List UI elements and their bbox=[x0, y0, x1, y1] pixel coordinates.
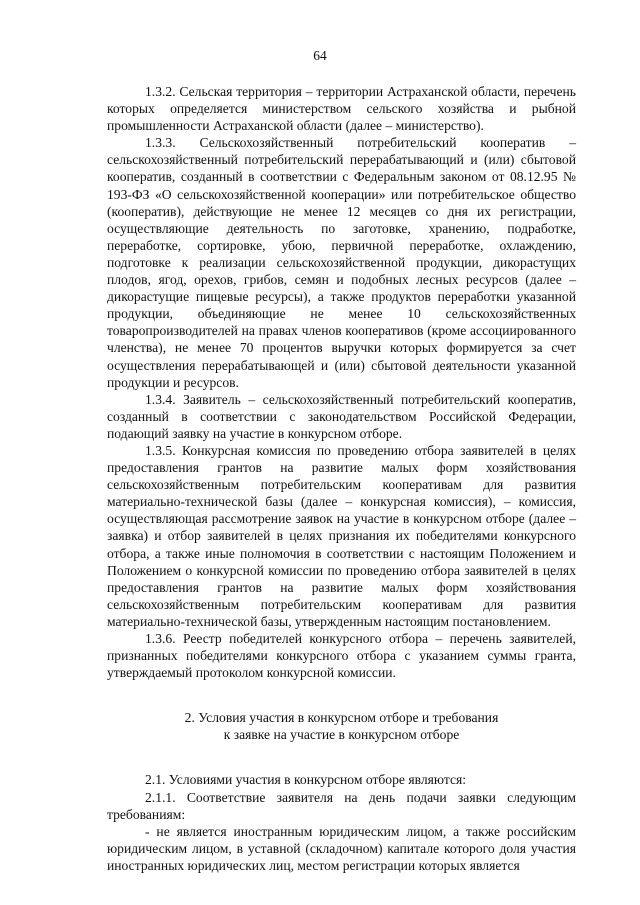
section-heading-line-2: к заявке на участие в конкурсном отборе bbox=[223, 727, 460, 743]
paragraph-2-1-1: 2.1.1. Соответствие заявителя на день подачи заявки следующим требованиям: bbox=[107, 789, 576, 822]
paragraph-1-3-6: 1.3.6. Реестр победителей конкурсного отбора – перечень заявителей, признанных победителями конкурсного отбора с указанием суммы гранта, утверждаемый протоколом конкурсной комиссии. bbox=[107, 631, 576, 681]
paragraph-1-3-4: 1.3.4. Заявитель – сельскохозяйственный потребительский кооператив, созданный в соответствии с законодательством Российской Федерации, подающий заявку на участие в конкурсном отборе. bbox=[107, 391, 576, 441]
page-number: 64 bbox=[313, 48, 327, 63]
paragraph-requirement-1: - не является иностранным юридическим лицом, а также российским юридическим лицом, в уставной (складочном) капитале которого доля участия иностранных юридических лиц, местом регистрации которых является bbox=[107, 823, 576, 873]
section-heading bbox=[107, 709, 576, 743]
paragraph-1-3-3: 1.3.3. Сельскохозяйственный потребительский кооператив – сельскохозяйственный потребительский перерабатывающий и (или) сбытовой кооператив, созданный в соответствии с Федеральным законом от 08.12.95 № 193-ФЗ «О сельскохозяйственной кооперации» или потребительское общество (кооператив), действующие не менее 12 месяцев со дня их регистрации, осуществляющие деятельность по заготовке, хранению, подработке, переработке, сортировке, убою, первичной переработке, охлаждению, подготовке к реализации сельскохозяйственной продукции, дикорастущих плодов, ягод, орехов, грибов, семян и подобных лесных ресурсов (далее – дикорастущие пищевые ресурсы), а также продуктов переработки указанной продукции, объединяющие не менее 10 сельскохозяйственных товаропроизводителей на правах членов кооперативов (кроме ассоциированного членства), не менее 70 процентов выручки которых формируется за счет осуществления перерабатывающей и (или) сбытовой деятельности указанной продукции и ресурсов. bbox=[107, 135, 576, 390]
document-body bbox=[107, 83, 576, 874]
paragraph-1-3-5: 1.3.5. Конкурсная комиссия по проведению отбора заявителей в целях предоставления грантов на развитие малых форм хозяйствования сельскохозяйственным потребительским кооперативам для развития материально-технической базы (далее – конкурсная комиссия), – комиссия, осуществляющая рассмотрение заявок на участие в конкурсном отборе (далее – заявка) и отбор заявителей в целях признания их победителями конкурсного отбора, а также иные полномочия в соответствии с настоящим Положением и Положением о конкурсной комиссии по проведению отбора заявителей в целях предоставления грантов на развитие малых форм хозяйствования сельскохозяйственным потребительским кооперативам для развития материально-технической базы, утвержденным настоящим постановлением. bbox=[107, 442, 576, 629]
paragraph-1-3-2: 1.3.2. Сельская территория – территории Астраханской области, перечень которых определяется министерством сельского хозяйства и рыбной промышленности Астраханской области (далее – министерство). bbox=[107, 84, 576, 134]
section-heading-line-1: 2. Условия участия в конкурсном отборе и требования bbox=[184, 710, 499, 726]
paragraph-2-1: 2.1. Условиями участия в конкурсном отборе являются: bbox=[145, 772, 467, 788]
